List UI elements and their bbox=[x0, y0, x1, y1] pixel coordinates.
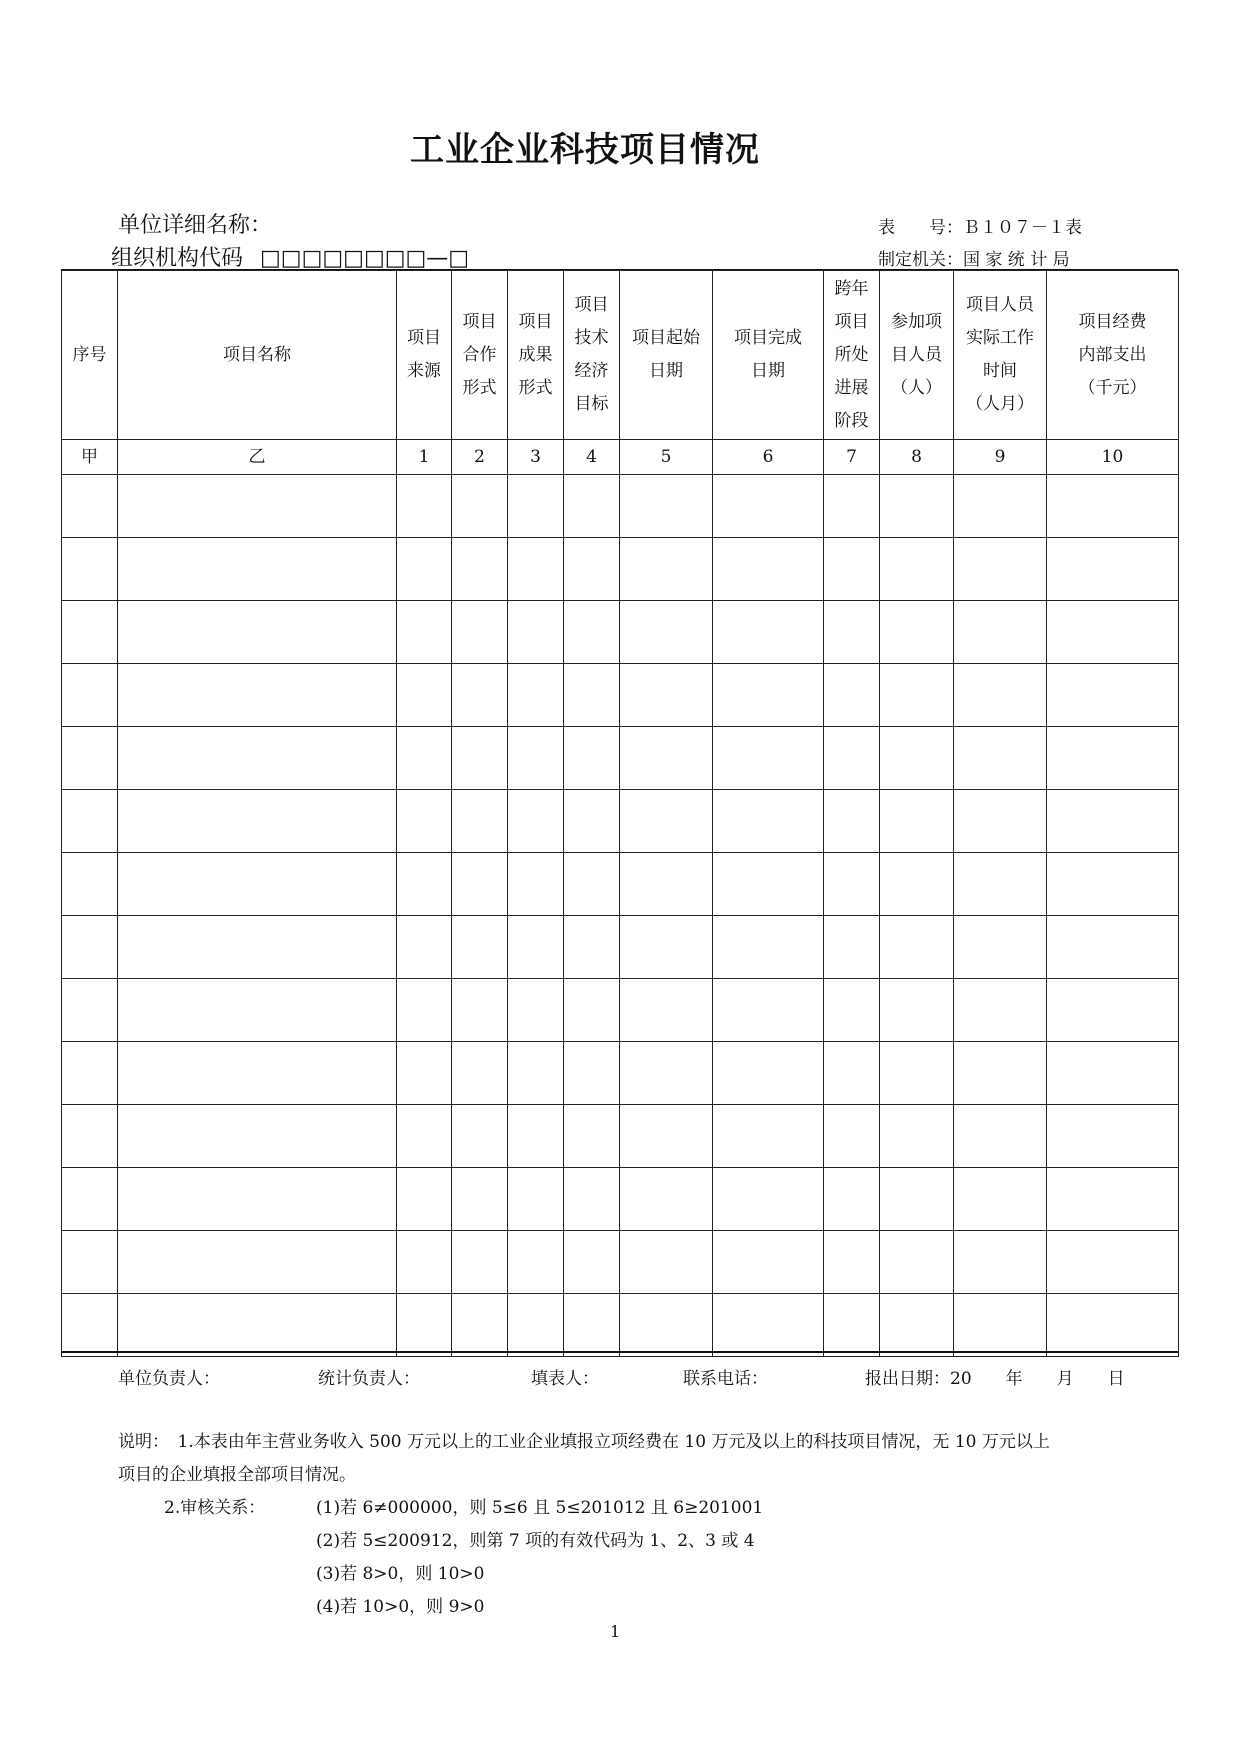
entry-cell[interactable] bbox=[954, 916, 1047, 979]
entry-cell[interactable] bbox=[954, 727, 1047, 790]
entry-cell[interactable] bbox=[954, 979, 1047, 1042]
entry-cell[interactable] bbox=[452, 1294, 508, 1357]
entry-cell[interactable] bbox=[508, 475, 564, 538]
entry-cell[interactable] bbox=[620, 1105, 713, 1168]
entry-cell[interactable] bbox=[397, 727, 452, 790]
entry-cell[interactable] bbox=[824, 1294, 880, 1357]
entry-cell[interactable] bbox=[880, 475, 954, 538]
entry-cell[interactable] bbox=[713, 475, 824, 538]
entry-cell[interactable] bbox=[713, 1042, 824, 1105]
entry-cell[interactable] bbox=[954, 1105, 1047, 1168]
entry-cell[interactable] bbox=[1047, 538, 1179, 601]
entry-cell[interactable] bbox=[954, 538, 1047, 601]
column-code: 1 bbox=[397, 440, 452, 475]
entry-cell[interactable] bbox=[508, 1231, 564, 1294]
entry-cell[interactable] bbox=[880, 979, 954, 1042]
entry-cell[interactable] bbox=[620, 979, 713, 1042]
column-header: 项目 成果 形式 bbox=[508, 271, 564, 440]
entry-cell[interactable] bbox=[452, 475, 508, 538]
entry-cell[interactable] bbox=[1047, 475, 1179, 538]
entry-cell[interactable] bbox=[620, 790, 713, 853]
entry-cell[interactable] bbox=[508, 790, 564, 853]
project-table bbox=[61, 270, 1179, 1357]
entry-cell[interactable] bbox=[1047, 601, 1179, 664]
entry-cell[interactable] bbox=[824, 475, 880, 538]
column-header: 跨年 项目 所处 进展 阶段 bbox=[824, 271, 880, 440]
column-header: 项目 合作 形式 bbox=[452, 271, 508, 440]
entry-cell[interactable] bbox=[508, 1168, 564, 1231]
column-header: 项目 来源 bbox=[397, 271, 452, 440]
table-row bbox=[62, 916, 1179, 979]
sign-filler: 填表人： bbox=[531, 1369, 599, 1389]
entry-cell[interactable] bbox=[880, 538, 954, 601]
entry-cell[interactable] bbox=[564, 475, 620, 538]
entry-cell[interactable] bbox=[620, 916, 713, 979]
entry-cell[interactable] bbox=[397, 979, 452, 1042]
entry-cell[interactable] bbox=[118, 790, 397, 853]
entry-cell[interactable] bbox=[118, 475, 397, 538]
entry-cell[interactable] bbox=[62, 853, 118, 916]
column-header: 序号 bbox=[62, 271, 118, 440]
entry-cell[interactable] bbox=[564, 727, 620, 790]
entry-cell[interactable] bbox=[824, 664, 880, 727]
entry-cell[interactable] bbox=[620, 1294, 713, 1357]
entry-cell[interactable] bbox=[824, 601, 880, 664]
entry-cell[interactable] bbox=[713, 601, 824, 664]
entry-cell[interactable] bbox=[564, 853, 620, 916]
entry-cell[interactable] bbox=[824, 790, 880, 853]
note-rule: (1)若 6≠000000，则 5≤6 且 5≤201012 且 6≥201001 bbox=[316, 1498, 764, 1518]
table-row bbox=[62, 475, 1179, 538]
entry-cell[interactable] bbox=[954, 1042, 1047, 1105]
org-code-row bbox=[111, 241, 469, 272]
entry-cell[interactable] bbox=[397, 853, 452, 916]
entry-cell[interactable] bbox=[713, 1168, 824, 1231]
bottom-rule bbox=[61, 1351, 1178, 1353]
table-row bbox=[62, 1105, 1179, 1168]
entry-cell[interactable] bbox=[880, 1294, 954, 1357]
entry-cell[interactable] bbox=[880, 1168, 954, 1231]
entry-cell[interactable] bbox=[564, 601, 620, 664]
entry-cell[interactable] bbox=[1047, 664, 1179, 727]
entry-cell[interactable] bbox=[452, 538, 508, 601]
entry-cell[interactable] bbox=[508, 1105, 564, 1168]
entry-cell[interactable] bbox=[880, 601, 954, 664]
table-row bbox=[62, 664, 1179, 727]
entry-cell[interactable] bbox=[564, 1105, 620, 1168]
entry-cell[interactable] bbox=[397, 475, 452, 538]
entry-cell[interactable] bbox=[508, 853, 564, 916]
entry-cell[interactable] bbox=[1047, 853, 1179, 916]
entry-cell[interactable] bbox=[824, 916, 880, 979]
column-code: 9 bbox=[954, 440, 1047, 475]
entry-cell[interactable] bbox=[452, 1042, 508, 1105]
column-header: 参加项 目人员 （人） bbox=[880, 271, 954, 440]
entry-cell[interactable] bbox=[397, 538, 452, 601]
form-number: 表 号：Ｂ１０７－１表 bbox=[878, 218, 1082, 238]
entry-cell[interactable] bbox=[954, 1294, 1047, 1357]
table-row bbox=[62, 727, 1179, 790]
column-header: 项目人员 实际工作 时间 （人月） bbox=[954, 271, 1047, 440]
entry-cell[interactable] bbox=[118, 1231, 397, 1294]
entry-cell[interactable] bbox=[713, 916, 824, 979]
table-row bbox=[62, 601, 1179, 664]
entry-cell[interactable] bbox=[564, 538, 620, 601]
issuing-authority: 制定机关：国 家 统 计 局 bbox=[878, 250, 1070, 270]
entry-cell[interactable] bbox=[564, 664, 620, 727]
entry-cell[interactable] bbox=[620, 475, 713, 538]
entry-cell[interactable] bbox=[620, 601, 713, 664]
entry-cell[interactable] bbox=[713, 727, 824, 790]
entry-cell[interactable] bbox=[1047, 979, 1179, 1042]
entry-cell[interactable] bbox=[118, 601, 397, 664]
entry-cell[interactable] bbox=[880, 727, 954, 790]
entry-cell[interactable] bbox=[118, 1042, 397, 1105]
column-code: 5 bbox=[620, 440, 713, 475]
entry-cell[interactable] bbox=[397, 916, 452, 979]
table-row bbox=[62, 1231, 1179, 1294]
sign-report-date: 报出日期：20 年 月 日 bbox=[865, 1369, 1125, 1389]
entry-cell[interactable] bbox=[118, 916, 397, 979]
entry-cell[interactable] bbox=[452, 664, 508, 727]
entry-cell[interactable] bbox=[118, 1105, 397, 1168]
table-header-row bbox=[62, 271, 1179, 440]
column-code: 4 bbox=[564, 440, 620, 475]
column-code: 8 bbox=[880, 440, 954, 475]
entry-cell[interactable] bbox=[880, 664, 954, 727]
column-code: 3 bbox=[508, 440, 564, 475]
entry-cell[interactable] bbox=[397, 664, 452, 727]
entry-cell[interactable] bbox=[62, 1294, 118, 1357]
entry-cell[interactable] bbox=[397, 1294, 452, 1357]
table-row bbox=[62, 1042, 1179, 1105]
column-code: 2 bbox=[452, 440, 508, 475]
entry-cell[interactable] bbox=[452, 1231, 508, 1294]
entry-cell[interactable] bbox=[880, 853, 954, 916]
note-intro-cont: 项目的企业填报全部项目情况。 bbox=[118, 1465, 356, 1485]
entry-cell[interactable] bbox=[62, 664, 118, 727]
entry-cell[interactable] bbox=[62, 1231, 118, 1294]
entry-cell[interactable] bbox=[564, 916, 620, 979]
sign-unit-head: 单位负责人： bbox=[118, 1369, 220, 1389]
entry-cell[interactable] bbox=[713, 1294, 824, 1357]
entry-cell[interactable] bbox=[564, 790, 620, 853]
column-header: 项目完成 日期 bbox=[713, 271, 824, 440]
entry-cell[interactable] bbox=[824, 1105, 880, 1168]
entry-cell[interactable] bbox=[620, 664, 713, 727]
entry-cell[interactable] bbox=[397, 790, 452, 853]
column-code: 6 bbox=[713, 440, 824, 475]
entry-cell[interactable] bbox=[508, 664, 564, 727]
column-code: 甲 bbox=[62, 440, 118, 475]
column-code-row bbox=[62, 440, 1179, 475]
entry-cell[interactable] bbox=[713, 664, 824, 727]
entry-cell[interactable] bbox=[1047, 1105, 1179, 1168]
entry-cell[interactable] bbox=[713, 538, 824, 601]
unit-name-label: 单位详细名称： bbox=[118, 213, 273, 238]
entry-cell[interactable] bbox=[62, 1105, 118, 1168]
entry-cell[interactable] bbox=[954, 1168, 1047, 1231]
entry-cell[interactable] bbox=[880, 916, 954, 979]
entry-cell[interactable] bbox=[880, 1105, 954, 1168]
column-code: 7 bbox=[824, 440, 880, 475]
entry-cell[interactable] bbox=[564, 1168, 620, 1231]
entry-cell[interactable] bbox=[118, 979, 397, 1042]
entry-cell[interactable] bbox=[397, 601, 452, 664]
entry-cell[interactable] bbox=[508, 1042, 564, 1105]
entry-cell[interactable] bbox=[452, 853, 508, 916]
page-number: 1 bbox=[610, 1622, 621, 1641]
entry-cell[interactable] bbox=[62, 790, 118, 853]
entry-cell[interactable] bbox=[62, 727, 118, 790]
table-row bbox=[62, 790, 1179, 853]
column-header: 项目名称 bbox=[118, 271, 397, 440]
table-row bbox=[62, 853, 1179, 916]
entry-cell[interactable] bbox=[564, 1231, 620, 1294]
entry-cell[interactable] bbox=[452, 1105, 508, 1168]
entry-cell[interactable] bbox=[452, 601, 508, 664]
column-code: 10 bbox=[1047, 440, 1179, 475]
entry-cell[interactable] bbox=[713, 979, 824, 1042]
entry-cell[interactable] bbox=[620, 1168, 713, 1231]
table-row bbox=[62, 979, 1179, 1042]
entry-cell[interactable] bbox=[620, 1231, 713, 1294]
column-header: 项目起始 日期 bbox=[620, 271, 713, 440]
note-rule: (4)若 10>0，则 9>0 bbox=[316, 1597, 485, 1617]
entry-cell[interactable] bbox=[397, 1168, 452, 1231]
entry-cell[interactable] bbox=[954, 475, 1047, 538]
entry-cell[interactable] bbox=[118, 727, 397, 790]
entry-cell[interactable] bbox=[118, 538, 397, 601]
page-title: 工业企业科技项目情况 bbox=[410, 130, 760, 170]
entry-cell[interactable] bbox=[824, 1042, 880, 1105]
sign-stat-head: 统计负责人： bbox=[318, 1369, 420, 1389]
entry-cell[interactable] bbox=[397, 1231, 452, 1294]
entry-cell[interactable] bbox=[1047, 1294, 1179, 1357]
org-code-boxes: □□□□□□□□—□ bbox=[260, 246, 470, 271]
entry-cell[interactable] bbox=[118, 664, 397, 727]
column-header: 项目经费 内部支出 （千元） bbox=[1047, 271, 1179, 440]
entry-cell[interactable] bbox=[713, 853, 824, 916]
entry-cell[interactable] bbox=[452, 979, 508, 1042]
entry-cell[interactable] bbox=[118, 1294, 397, 1357]
entry-cell[interactable] bbox=[564, 1042, 620, 1105]
note-rule: (2)若 5≤200912，则第 7 项的有效代码为 1、2、3 或 4 bbox=[316, 1531, 755, 1551]
entry-cell[interactable] bbox=[508, 979, 564, 1042]
entry-cell[interactable] bbox=[508, 1294, 564, 1357]
entry-cell[interactable] bbox=[508, 916, 564, 979]
entry-cell[interactable] bbox=[62, 1168, 118, 1231]
entry-cell[interactable] bbox=[564, 979, 620, 1042]
entry-cell[interactable] bbox=[62, 601, 118, 664]
entry-cell[interactable] bbox=[62, 475, 118, 538]
entry-cell[interactable] bbox=[1047, 1042, 1179, 1105]
note-intro: 说明： 1.本表由年主营业务收入 500 万元以上的工业企业填报立项经费在 10 万元及以上的科技项目情况，无 10 万元以上 bbox=[118, 1432, 1050, 1452]
entry-cell[interactable] bbox=[824, 979, 880, 1042]
entry-cell[interactable] bbox=[824, 727, 880, 790]
entry-cell[interactable] bbox=[1047, 790, 1179, 853]
entry-cell[interactable] bbox=[880, 1042, 954, 1105]
entry-cell[interactable] bbox=[62, 979, 118, 1042]
entry-cell[interactable] bbox=[1047, 916, 1179, 979]
entry-cell[interactable] bbox=[824, 538, 880, 601]
entry-cell[interactable] bbox=[118, 853, 397, 916]
entry-cell[interactable] bbox=[620, 853, 713, 916]
note-rule: (3)若 8>0，则 10>0 bbox=[316, 1564, 485, 1584]
entry-cell[interactable] bbox=[452, 916, 508, 979]
entry-cell[interactable] bbox=[452, 790, 508, 853]
entry-cell[interactable] bbox=[452, 727, 508, 790]
entry-cell[interactable] bbox=[1047, 1168, 1179, 1231]
entry-cell[interactable] bbox=[954, 790, 1047, 853]
entry-cell[interactable] bbox=[713, 790, 824, 853]
table-row bbox=[62, 538, 1179, 601]
column-code: 乙 bbox=[118, 440, 397, 475]
entry-cell[interactable] bbox=[452, 1168, 508, 1231]
entry-cell[interactable] bbox=[508, 601, 564, 664]
table-row bbox=[62, 1294, 1179, 1357]
org-code-label: 组织机构代码 bbox=[111, 246, 244, 271]
column-header: 项目 技术 经济 目标 bbox=[564, 271, 620, 440]
entry-cell[interactable] bbox=[620, 1042, 713, 1105]
entry-cell[interactable] bbox=[397, 1042, 452, 1105]
entry-cell[interactable] bbox=[824, 853, 880, 916]
entry-cell[interactable] bbox=[620, 727, 713, 790]
entry-cell[interactable] bbox=[508, 727, 564, 790]
entry-cell[interactable] bbox=[397, 1105, 452, 1168]
entry-cell[interactable] bbox=[954, 601, 1047, 664]
entry-cell[interactable] bbox=[713, 1105, 824, 1168]
entry-cell[interactable] bbox=[118, 1168, 397, 1231]
note-audit-label: 2.审核关系： bbox=[164, 1498, 266, 1518]
sign-phone: 联系电话： bbox=[683, 1369, 768, 1389]
entry-cell[interactable] bbox=[62, 1042, 118, 1105]
entry-cell[interactable] bbox=[564, 1294, 620, 1357]
entry-cell[interactable] bbox=[62, 538, 118, 601]
entry-cell[interactable] bbox=[954, 853, 1047, 916]
entry-cell[interactable] bbox=[1047, 727, 1179, 790]
entry-cell[interactable] bbox=[954, 664, 1047, 727]
entry-cell[interactable] bbox=[880, 1231, 954, 1294]
entry-cell[interactable] bbox=[824, 1231, 880, 1294]
entry-cell[interactable] bbox=[713, 1231, 824, 1294]
entry-cell[interactable] bbox=[508, 538, 564, 601]
entry-cell[interactable] bbox=[954, 1231, 1047, 1294]
entry-cell[interactable] bbox=[824, 1168, 880, 1231]
entry-cell[interactable] bbox=[880, 790, 954, 853]
entry-cell[interactable] bbox=[620, 538, 713, 601]
entry-cell[interactable] bbox=[62, 916, 118, 979]
table-row bbox=[62, 1168, 1179, 1231]
entry-cell[interactable] bbox=[1047, 1231, 1179, 1294]
